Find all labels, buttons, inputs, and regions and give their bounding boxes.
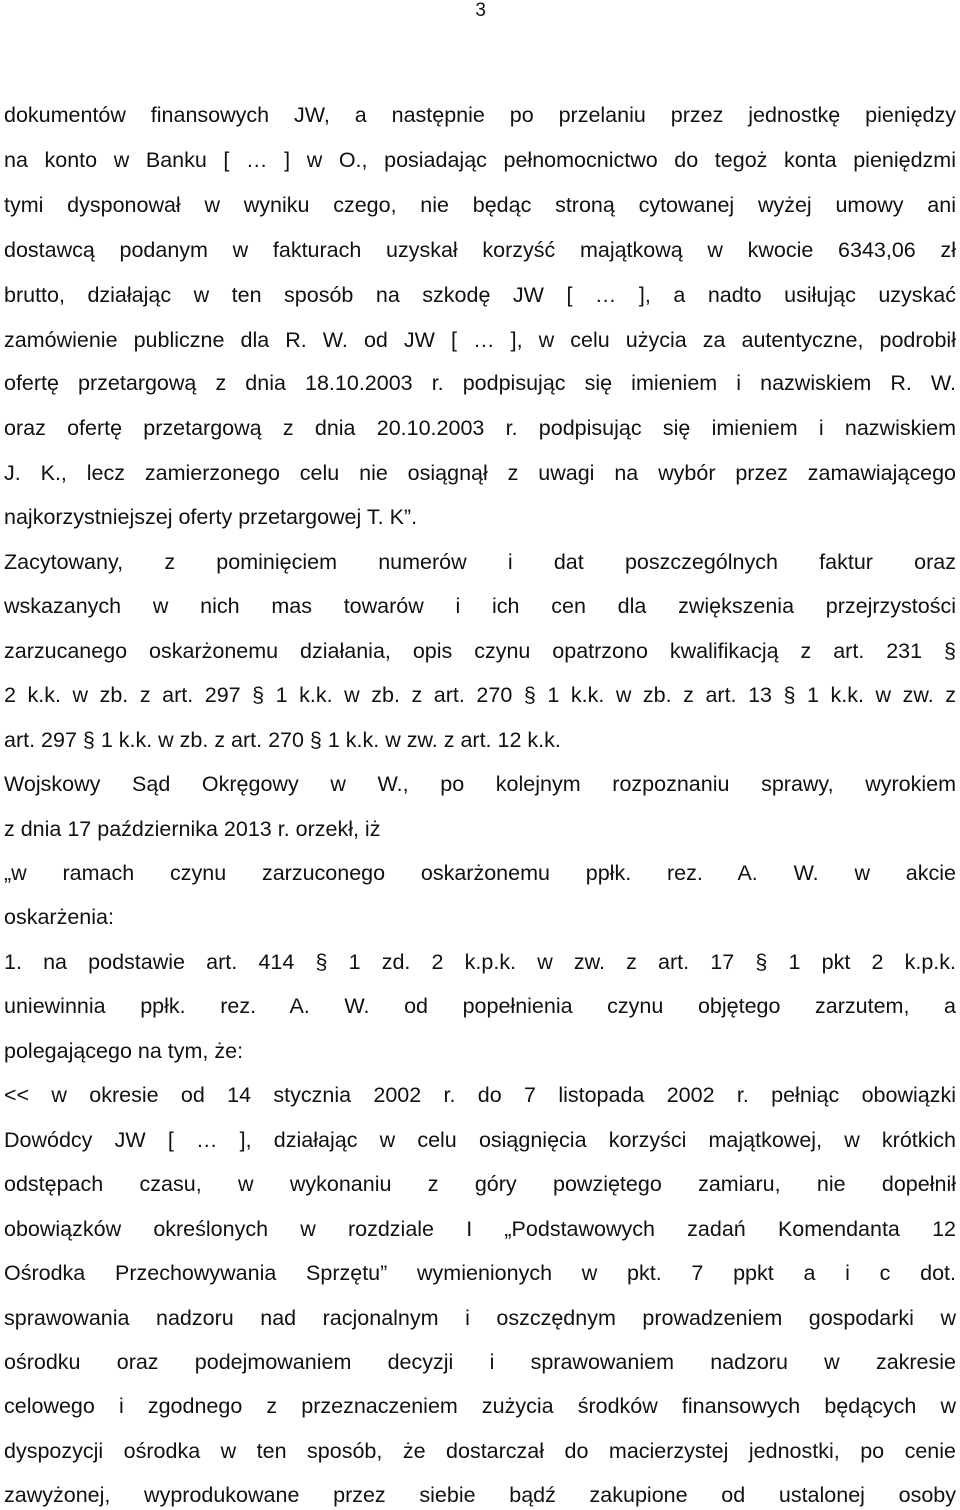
text-line: polegającego na tym, że: — [4, 1039, 244, 1063]
text-line: z dnia 17 października 2013 r. orzekł, iż — [4, 817, 381, 841]
text-line: 2 k.k. w zb. z art. 297 § 1 k.k. w zb. z art. 270 § 1 k.k. w zb. z art. 13 § 1 k.k. w zw. z — [4, 683, 956, 707]
text-line: J. K., lecz zamierzonego celu nie osiągnął z uwagi na wybór przez zamawiającego — [4, 461, 956, 485]
text-line: art. 297 § 1 k.k. w zb. z art. 270 § 1 k.k. w zw. z art. 12 k.k. — [4, 728, 561, 752]
text-line: na konto w Banku [ … ] w O., posiadając pełnomocnictwo do tegoż konta pieniędzmi — [4, 148, 956, 172]
text-line: zawyżonej, wyprodukowane przez siebie bądź zakupione od ustalonej osoby — [4, 1483, 956, 1507]
text-line: Ośrodka Przechowywania Sprzętu” wymienionych w pkt. 7 ppkt a i c dot. — [4, 1261, 956, 1285]
text-line: najkorzystniejszej oferty przetargowej T. K”. — [4, 505, 418, 529]
text-line: obowiązków określonych w rozdziale I „Podstawowych zadań Komendanta 12 — [4, 1217, 956, 1241]
text-line: dostawcą podanym w fakturach uzyskał korzyść majątkową w kwocie 6343,06 zł — [4, 238, 956, 262]
text-line: ofertę przetargową z dnia 18.10.2003 r. podpisując się imieniem i nazwiskiem R. W. — [4, 371, 956, 395]
text-line: zarzucanego oskarżonemu działania, opis czynu opatrzono kwalifikacją z art. 231 § — [4, 639, 956, 663]
text-line: wskazanych w nich mas towarów i ich cen dla zwiększenia przejrzystości — [4, 594, 956, 618]
text-line: uniewinnia ppłk. rez. A. W. od popełnienia czynu objętego zarzutem, a — [4, 994, 956, 1018]
list-item-line: 1. na podstawie art. 414 § 1 zd. 2 k.p.k. w zw. z art. 17 § 1 pkt 2 k.p.k. — [4, 950, 956, 974]
text-line: dyspozycji ośrodka w ten sposób, że dostarczał do macierzystej jednostki, po cenie — [4, 1439, 956, 1463]
paragraph-start-line: Wojskowy Sąd Okręgowy w W., po kolejnym rozpoznaniu sprawy, wyrokiem — [4, 772, 956, 796]
text-line: oraz ofertę przetargową z dnia 20.10.2003 r. podpisując się imieniem i nazwiskiem — [4, 416, 956, 440]
text-line: brutto, działając w ten sposób na szkodę JW [ … ], a nadto usiłując uzyskać — [4, 283, 956, 307]
text-line: Dowódcy JW [ … ], działając w celu osiągnięcia korzyści majątkowej, w krótkich — [4, 1128, 956, 1152]
text-line: << w okresie od 14 stycznia 2002 r. do 7 listopada 2002 r. pełniąc obowiązki — [4, 1083, 956, 1107]
text-line: zamówienie publiczne dla R. W. od JW [ … ], w celu użycia za autentyczne, podrobił — [4, 328, 956, 352]
text-line: dokumentów finansowych JW, a następnie po przelaniu przez jednostkę pieniędzy — [4, 103, 956, 127]
page-number: 3 — [475, 0, 486, 21]
text-line: oskarżenia: — [4, 905, 114, 929]
text-line: tymi dysponował w wyniku czego, nie będąc stroną cytowanej wyżej umowy ani — [4, 193, 956, 217]
paragraph-start-line: Zacytowany, z pominięciem numerów i dat poszczególnych faktur oraz — [4, 550, 956, 574]
text-line: odstępach czasu, w wykonaniu z góry powziętego zamiaru, nie dopełnił — [4, 1172, 956, 1196]
quote-start-line: „w ramach czynu zarzuconego oskarżonemu ppłk. rez. A. W. w akcie — [4, 861, 956, 885]
text-line: celowego i zgodnego z przeznaczeniem zużycia środków finansowych będących w — [4, 1394, 956, 1418]
text-line: sprawowania nadzoru nad racjonalnym i oszczędnym prowadzeniem gospodarki w — [4, 1306, 956, 1330]
text-line: ośrodku oraz podejmowaniem decyzji i sprawowaniem nadzoru w zakresie — [4, 1350, 956, 1374]
